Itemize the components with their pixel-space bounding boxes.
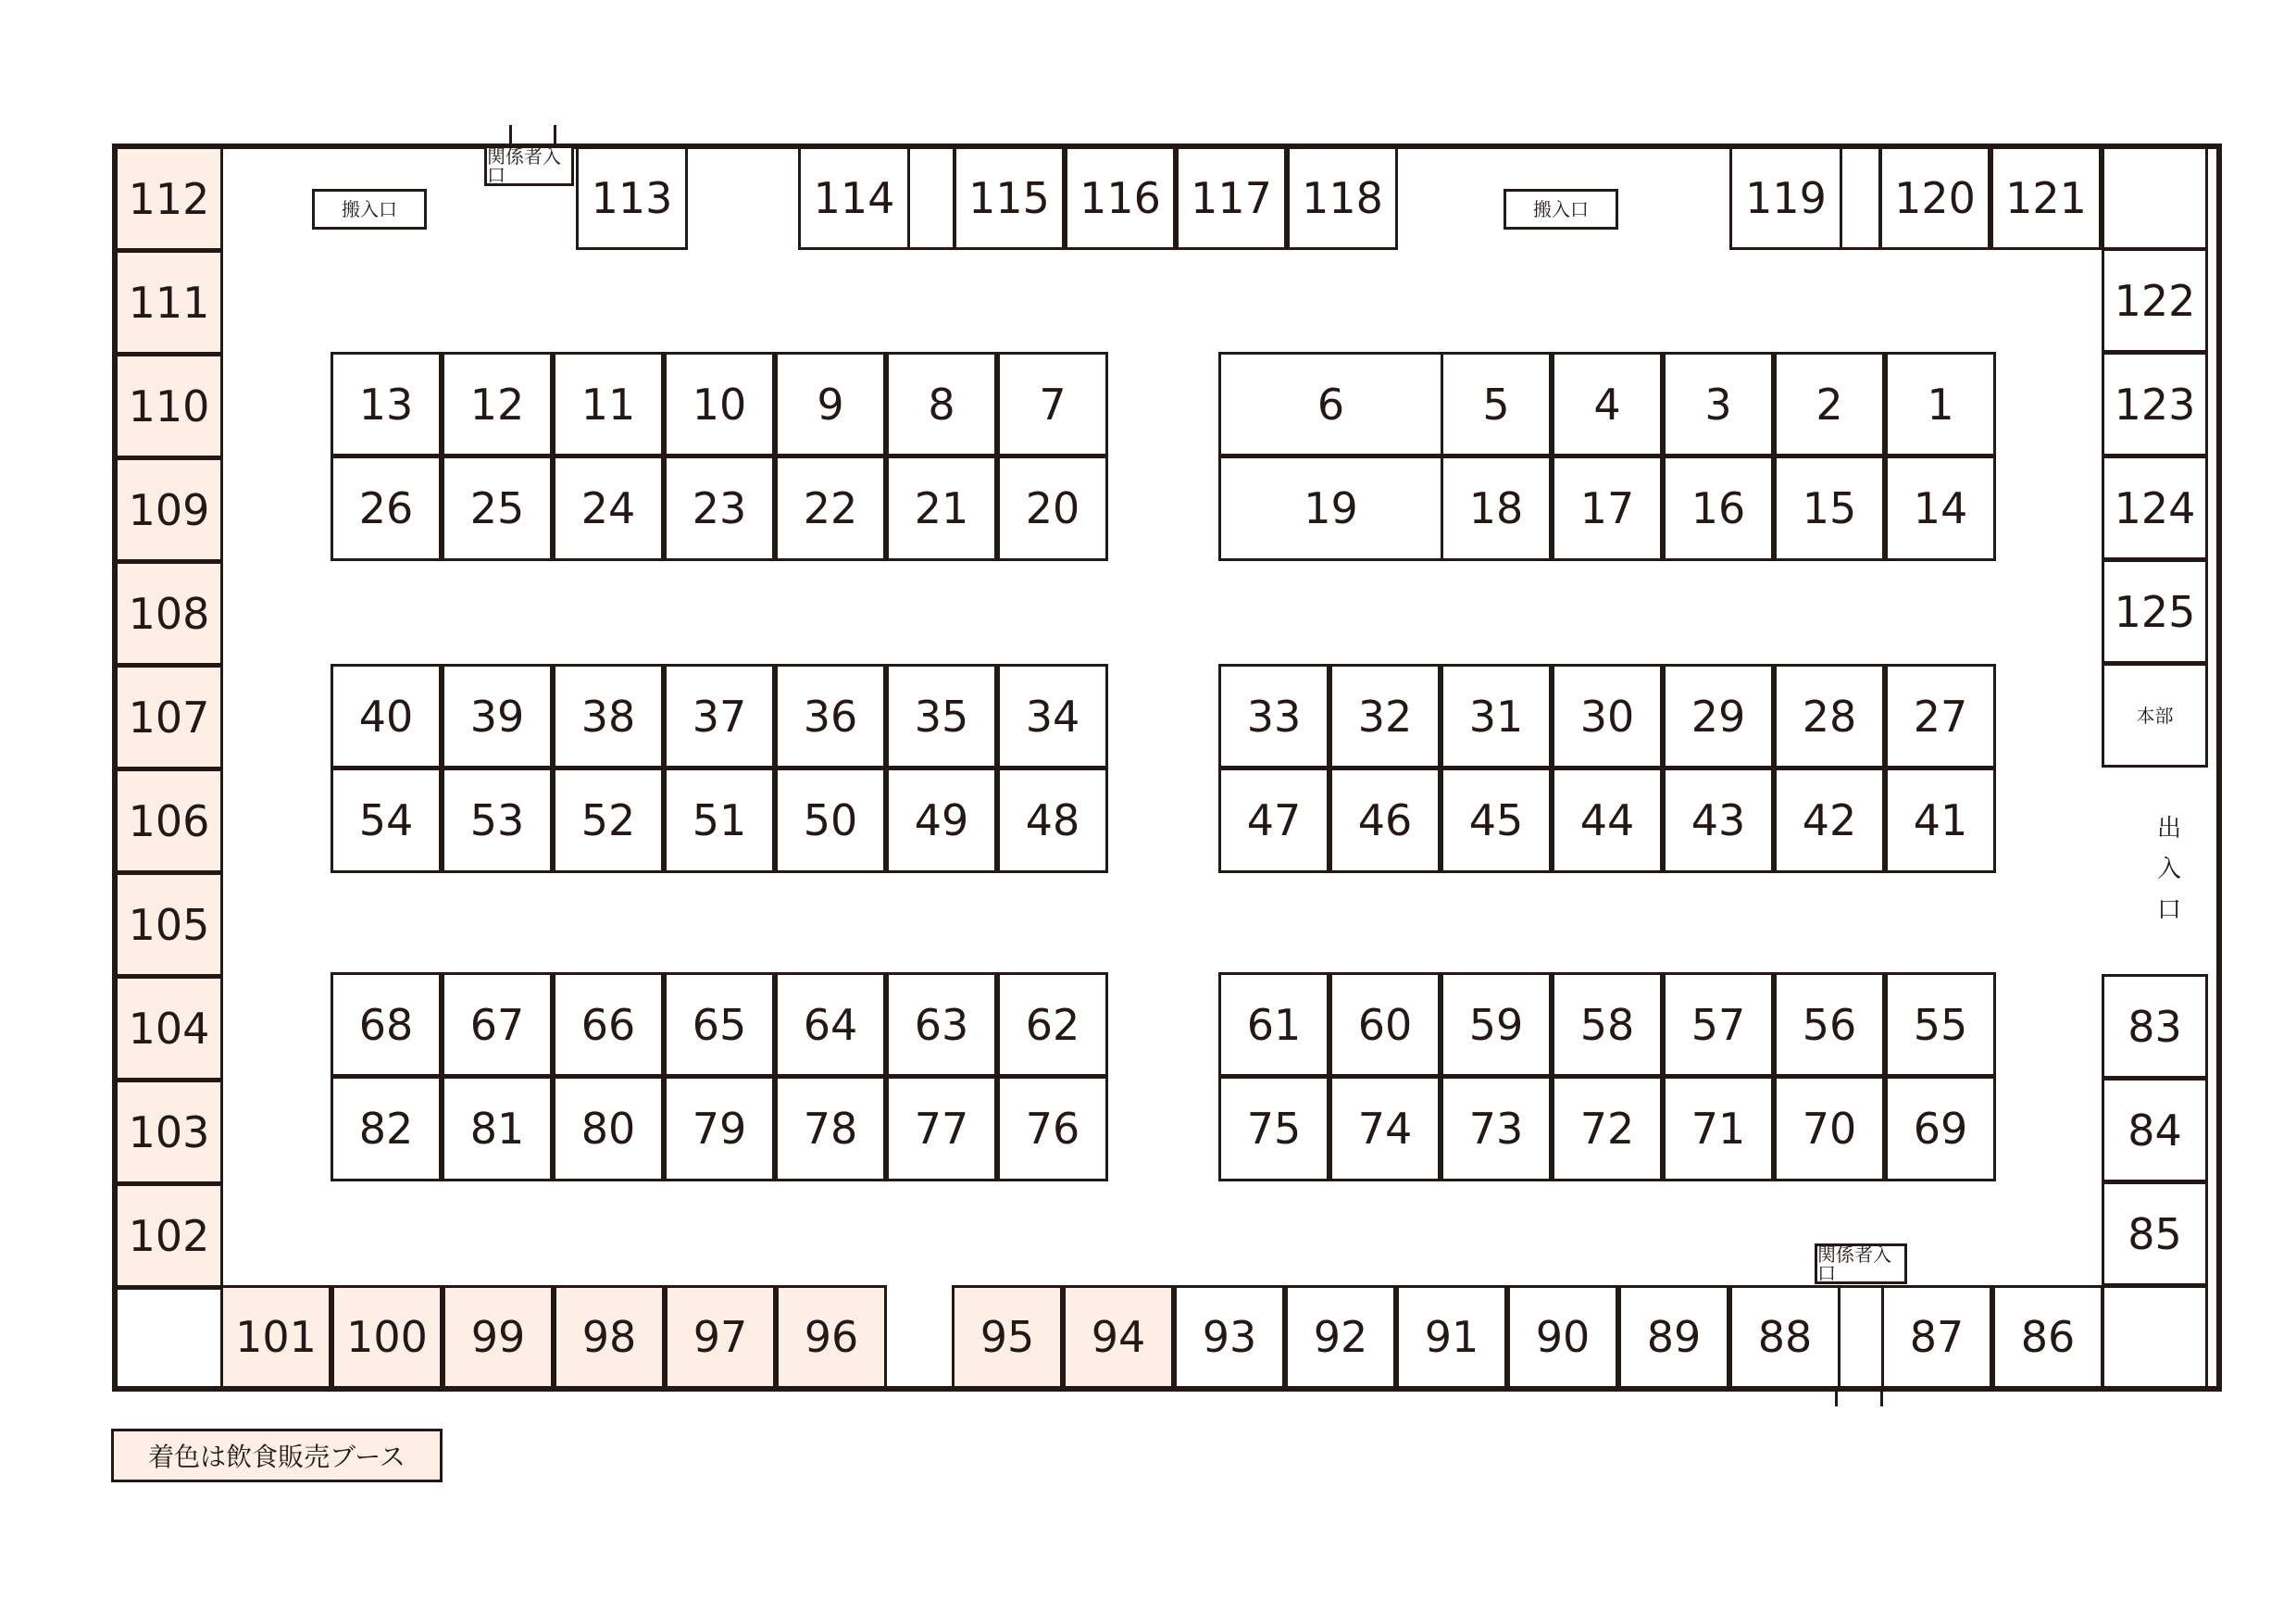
booth-90: 90	[1507, 1285, 1618, 1389]
loading-entrance-right: 搬入口	[1504, 189, 1618, 230]
staff-entrance-top: 関係者入口	[484, 145, 574, 186]
booth-55: 55	[1885, 972, 1996, 1077]
booth-73: 73	[1441, 1076, 1552, 1181]
booth-47: 47	[1218, 768, 1329, 873]
booth-65: 65	[664, 972, 775, 1077]
booth-82: 82	[331, 1076, 442, 1181]
booth-108: 108	[115, 561, 223, 666]
booth-76: 76	[997, 1076, 1108, 1181]
booth-89: 89	[1618, 1285, 1729, 1389]
booth-63: 63	[886, 972, 997, 1077]
booth-53: 53	[442, 768, 553, 873]
booth-27: 27	[1885, 664, 1996, 768]
booth-74: 74	[1329, 1076, 1441, 1181]
booth-121: 121	[1990, 146, 2102, 250]
booth-125: 125	[2102, 559, 2208, 664]
booth-69: 69	[1885, 1076, 1996, 1181]
booth-6: 6	[1218, 352, 1443, 456]
booth-87: 87	[1881, 1285, 1992, 1389]
booth-86: 86	[1992, 1285, 2103, 1389]
loading-entrance-left: 搬入口	[312, 189, 427, 230]
booth-56: 56	[1774, 972, 1885, 1077]
top-gap-cell	[907, 146, 955, 250]
booth-101: 101	[220, 1285, 331, 1389]
booth-26: 26	[331, 456, 442, 561]
booth-85: 85	[2102, 1181, 2208, 1286]
booth-54: 54	[331, 768, 442, 873]
booth-62: 62	[997, 972, 1108, 1077]
booth-107: 107	[115, 665, 223, 769]
booth-59: 59	[1441, 972, 1552, 1077]
booth-99: 99	[443, 1285, 554, 1389]
door-tick-top-right	[554, 125, 556, 145]
booth-124: 124	[2102, 456, 2208, 560]
booth-36: 36	[775, 664, 886, 768]
booth-122: 122	[2102, 248, 2208, 353]
exit-char: 出	[2156, 815, 2181, 843]
booth-103: 103	[115, 1080, 223, 1184]
booth-70: 70	[1774, 1076, 1885, 1181]
booth-7: 7	[997, 352, 1108, 456]
booth-14: 14	[1885, 456, 1996, 561]
door-tick-bottom-right	[1880, 1386, 1883, 1406]
booth-102: 102	[115, 1183, 223, 1288]
bottom-gap-cell	[1838, 1285, 1884, 1389]
booth-3: 3	[1663, 352, 1774, 456]
booth-98: 98	[554, 1285, 665, 1389]
booth-81: 81	[442, 1076, 553, 1181]
booth-118: 118	[1287, 146, 1398, 250]
corner-top-right	[2102, 146, 2208, 250]
booth-60: 60	[1329, 972, 1441, 1077]
booth-110: 110	[115, 354, 223, 458]
booth-95: 95	[952, 1285, 1063, 1389]
booth-49: 49	[886, 768, 997, 873]
booth-37: 37	[664, 664, 775, 768]
booth-18: 18	[1441, 456, 1552, 561]
booth-92: 92	[1285, 1285, 1396, 1389]
booth-40: 40	[331, 664, 442, 768]
booth-84: 84	[2102, 1078, 2208, 1182]
booth-77: 77	[886, 1076, 997, 1181]
booth-15: 15	[1774, 456, 1885, 561]
booth-71: 71	[1663, 1076, 1774, 1181]
booth-33: 33	[1218, 664, 1329, 768]
booth-106: 106	[115, 768, 223, 873]
booth-57: 57	[1663, 972, 1774, 1077]
booth-21: 21	[886, 456, 997, 561]
booth-50: 50	[775, 768, 886, 873]
booth-41: 41	[1885, 768, 1996, 873]
booth-61: 61	[1218, 972, 1329, 1077]
booth-83: 83	[2102, 974, 2208, 1079]
booth-109: 109	[115, 457, 223, 562]
booth-117: 117	[1176, 146, 1287, 250]
corner-bottom-right	[2102, 1285, 2208, 1389]
booth-96: 96	[776, 1285, 887, 1389]
door-tick-top-left	[509, 125, 512, 145]
booth-51: 51	[664, 768, 775, 873]
booth-8: 8	[886, 352, 997, 456]
booth-19: 19	[1218, 456, 1443, 561]
booth-42: 42	[1774, 768, 1885, 873]
booth-11: 11	[553, 352, 664, 456]
booth-66: 66	[553, 972, 664, 1077]
booth-72: 72	[1552, 1076, 1663, 1181]
booth-34: 34	[997, 664, 1108, 768]
staff-entrance-bottom: 関係者入口	[1815, 1243, 1907, 1284]
corner-bottom-left	[115, 1287, 223, 1389]
booth-112: 112	[115, 146, 223, 251]
booth-16: 16	[1663, 456, 1774, 561]
booth-97: 97	[665, 1285, 776, 1389]
booth-114: 114	[798, 146, 910, 250]
booth-116: 116	[1065, 146, 1176, 250]
booth-22: 22	[775, 456, 886, 561]
booth-93: 93	[1174, 1285, 1285, 1389]
booth-25: 25	[442, 456, 553, 561]
exit-entrance-label	[2151, 808, 2188, 931]
booth-28: 28	[1774, 664, 1885, 768]
booth-10: 10	[664, 352, 775, 456]
door-tick-bottom-left	[1835, 1386, 1838, 1406]
booth-119: 119	[1729, 146, 1842, 250]
booth-67: 67	[442, 972, 553, 1077]
booth-23: 23	[664, 456, 775, 561]
booth-94: 94	[1063, 1285, 1174, 1389]
booth-30: 30	[1552, 664, 1663, 768]
booth-24: 24	[553, 456, 664, 561]
booth-88: 88	[1729, 1285, 1841, 1389]
booth-45: 45	[1441, 768, 1552, 873]
booth-58: 58	[1552, 972, 1663, 1077]
booth-68: 68	[331, 972, 442, 1077]
booth-20: 20	[997, 456, 1108, 561]
booth-48: 48	[997, 768, 1108, 873]
booth-52: 52	[553, 768, 664, 873]
booth-13: 13	[331, 352, 442, 456]
booth-1: 1	[1885, 352, 1996, 456]
booth-12: 12	[442, 352, 553, 456]
booth-2: 2	[1774, 352, 1885, 456]
booth-43: 43	[1663, 768, 1774, 873]
booth-39: 39	[442, 664, 553, 768]
booth-32: 32	[1329, 664, 1441, 768]
exit-char: 口	[2156, 896, 2181, 924]
booth-113: 113	[576, 146, 688, 250]
booth-46: 46	[1329, 768, 1441, 873]
booth-111: 111	[115, 250, 223, 355]
hq-booth: 本部	[2102, 663, 2208, 768]
booth-38: 38	[553, 664, 664, 768]
booth-29: 29	[1663, 664, 1774, 768]
booth-4: 4	[1552, 352, 1663, 456]
legend-food-booths: 着色は飲食販売ブース	[111, 1429, 443, 1482]
booth-5: 5	[1441, 352, 1552, 456]
booth-17: 17	[1552, 456, 1663, 561]
exit-char: 入	[2156, 856, 2181, 883]
booth-35: 35	[886, 664, 997, 768]
booth-78: 78	[775, 1076, 886, 1181]
booth-44: 44	[1552, 768, 1663, 873]
booth-123: 123	[2102, 352, 2208, 456]
booth-105: 105	[115, 872, 223, 977]
booth-75: 75	[1218, 1076, 1329, 1181]
booth-100: 100	[331, 1285, 443, 1389]
booth-91: 91	[1396, 1285, 1507, 1389]
booth-79: 79	[664, 1076, 775, 1181]
booth-31: 31	[1441, 664, 1552, 768]
booth-80: 80	[553, 1076, 664, 1181]
booth-115: 115	[954, 146, 1065, 250]
booth-64: 64	[775, 972, 886, 1077]
booth-9: 9	[775, 352, 886, 456]
top-gap-cell-2	[1840, 146, 1881, 250]
booth-120: 120	[1879, 146, 1990, 250]
booth-104: 104	[115, 976, 223, 1081]
